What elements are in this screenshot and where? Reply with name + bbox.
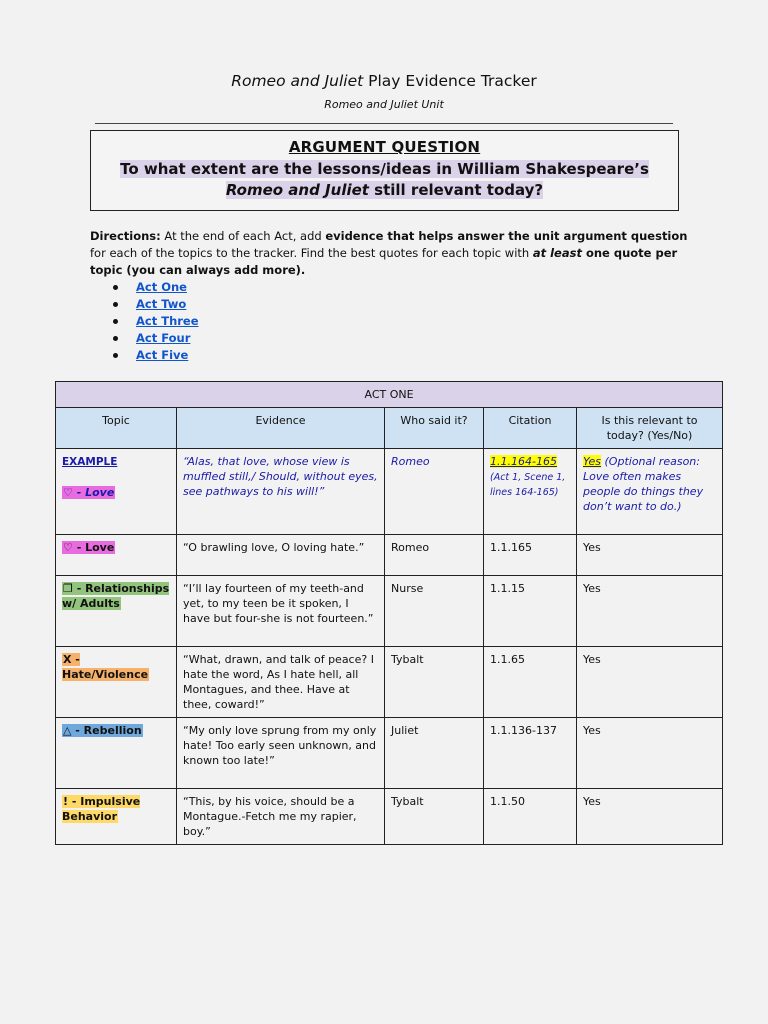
topic-tag-love: ♡ - Love (63, 541, 115, 554)
act-title: ACT ONE (56, 382, 723, 408)
column-header-evidence: Evidence (177, 408, 385, 449)
list-item (110, 330, 199, 347)
table-row (56, 789, 723, 845)
table-act-header-row (56, 382, 723, 408)
speaker-cell: Tybalt (385, 789, 484, 845)
directions-text1: At the end of each Act, add (160, 229, 326, 243)
column-header-citation: Citation (484, 408, 577, 449)
document-subtitle: Romeo and Juliet Unit (324, 98, 444, 111)
relevant-cell: Yes (577, 718, 723, 789)
title-divider (95, 123, 673, 124)
table-row (56, 718, 723, 789)
table-row (56, 576, 723, 647)
bullet-icon (113, 319, 118, 324)
citation-cell: 1.1.65 (484, 647, 577, 718)
citation-cell: 1.1.136-137 (484, 718, 577, 789)
relevant-cell: Yes (577, 789, 723, 845)
directions-bold2: one quote per topic (you can always add more). (90, 246, 678, 277)
link-act-four[interactable]: Act Four (136, 331, 191, 345)
argument-question-line1: To what extent are the lessons/ideas in William Shakespeare’s (120, 160, 649, 178)
list-item (110, 279, 199, 296)
example-relevant-reason: (Optional reason: Love often makes people do things they don’t want to do.) (583, 455, 704, 513)
topic-cell (56, 789, 177, 845)
citation-cell: 1.1.165 (484, 535, 577, 576)
argument-question-line2-rest: still relevant today? (368, 181, 544, 199)
relevant-cell: Yes (577, 576, 723, 647)
directions-bold-italic: at least (532, 246, 582, 260)
relevant-cell: Yes (577, 535, 723, 576)
table-row (56, 535, 723, 576)
topic-cell (56, 535, 177, 576)
bullet-icon (113, 353, 118, 358)
bullet-icon (113, 302, 118, 307)
column-header-speaker: Who said it? (385, 408, 484, 449)
title-rest: Play Evidence Tracker (363, 72, 537, 90)
table-column-header-row (56, 408, 723, 449)
evidence-tracker-table (55, 381, 723, 845)
column-header-topic: Topic (56, 408, 177, 449)
example-evidence: “Alas, that love, whose view is muffled still,/ Should, without eyes, see pathways to his will!” (177, 449, 385, 535)
example-topic-cell (56, 449, 177, 535)
example-citation[interactable]: 1.1.164-165 (490, 455, 557, 468)
relevant-cell: Yes (577, 647, 723, 718)
evidence-cell: “I’ll lay fourteen of my teeth-and yet, to my teen be it spoken, I have but four-she is not fourteen.” (177, 576, 385, 647)
column-header-relevant: Is this relevant to today? (Yes/No) (577, 408, 723, 449)
argument-question-heading-text: ARGUMENT QUESTION (288, 138, 481, 156)
directions-bold1: evidence that helps answer the unit argument question (325, 229, 688, 243)
topic-tag-rebellion: △ - Rebellion (63, 724, 142, 737)
title-italic: Romeo and Juliet (231, 72, 364, 90)
bullet-icon (113, 285, 118, 290)
example-link[interactable]: EXAMPLE (62, 456, 118, 468)
link-act-two[interactable]: Act Two (136, 297, 187, 311)
example-speaker: Romeo (385, 449, 484, 535)
argument-question-heading (91, 138, 678, 156)
example-citation-detail: (Act 1, Scene 1, lines 164-165) (490, 472, 566, 498)
table-row-example (56, 449, 723, 535)
argument-question-line2-italic: Romeo and Juliet (225, 181, 369, 199)
example-citation-cell (484, 449, 577, 535)
speaker-cell: Tybalt (385, 647, 484, 718)
topic-cell (56, 718, 177, 789)
argument-question-line2 (226, 181, 543, 199)
argument-question-box (90, 130, 679, 211)
table-row (56, 647, 723, 718)
topic-tag-relationships: ❐ - Relationships w/ Adults (62, 582, 170, 610)
citation-cell: 1.1.15 (484, 576, 577, 647)
speaker-cell: Juliet (385, 718, 484, 789)
speaker-cell: Nurse (385, 576, 484, 647)
topic-tag-impulsive: ! - Impulsive Behavior (62, 795, 141, 823)
topic-cell (56, 576, 177, 647)
document-title (0, 72, 768, 90)
topic-tag-hate-violence: X - Hate/Violence (62, 653, 149, 681)
example-relevant-answer: Yes (583, 455, 602, 468)
argument-question-text (91, 159, 678, 201)
example-topic-tag: ♡ - Love (63, 486, 115, 499)
citation-cell: 1.1.50 (484, 789, 577, 845)
link-act-five[interactable]: Act Five (136, 348, 189, 362)
topic-cell (56, 647, 177, 718)
evidence-cell: “This, by his voice, should be a Montague.-Fetch me my rapier, boy.” (177, 789, 385, 845)
directions-label: Directions: (90, 229, 161, 243)
link-act-one[interactable]: Act One (136, 280, 187, 294)
directions-text2: for each of the topics to the tracker. Find the best quotes for each topic with (90, 246, 533, 260)
list-item (110, 313, 199, 330)
list-item (110, 347, 199, 364)
evidence-cell: “What, drawn, and talk of peace? I hate the word, As I hate hell, all Montagues, and thee. Have at thee, coward!” (177, 647, 385, 718)
bullet-icon (113, 336, 118, 341)
list-item (110, 296, 199, 313)
example-relevant-cell (577, 449, 723, 535)
act-links-list (110, 279, 199, 364)
directions-paragraph (90, 228, 690, 279)
evidence-cell: “My only love sprung from my only hate! Too early seen unknown, and known too late!” (177, 718, 385, 789)
speaker-cell: Romeo (385, 535, 484, 576)
evidence-cell: “O brawling love, O loving hate.” (177, 535, 385, 576)
link-act-three[interactable]: Act Three (136, 314, 199, 328)
